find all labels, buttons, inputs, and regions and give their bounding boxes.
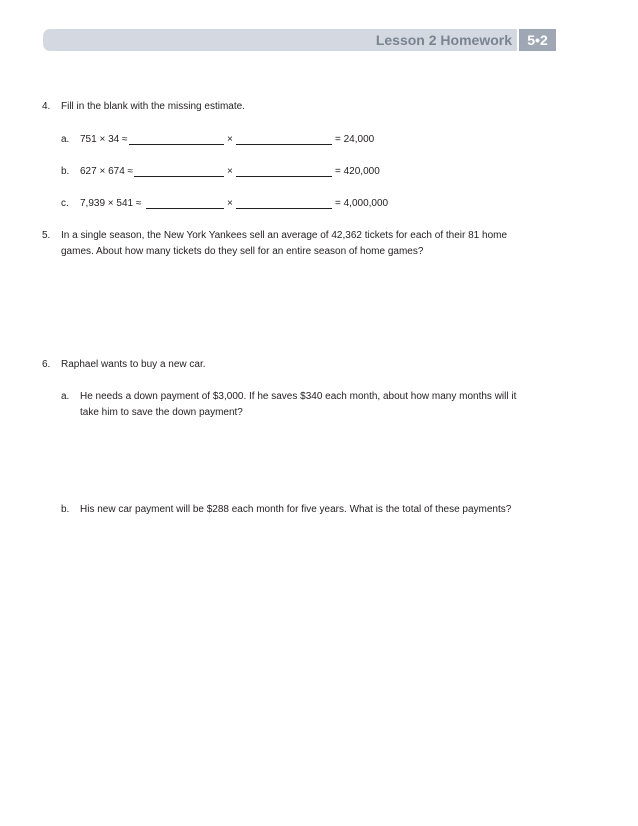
q4a-blank-2[interactable] [236, 144, 332, 145]
q4c-blank-1[interactable] [146, 208, 224, 209]
q6a-text-line2: take him to save the down payment? [80, 407, 243, 418]
q4a-label: a. [61, 134, 70, 145]
q4a-times: × [227, 134, 233, 145]
q4b-times: × [227, 166, 233, 177]
q6a-label: a. [61, 391, 70, 402]
q4b-blank-2[interactable] [236, 176, 332, 177]
lesson-title: Lesson 2 Homework [375, 32, 512, 48]
q4c-times: × [227, 198, 233, 209]
q4-number: 4. [42, 101, 51, 112]
q6-number: 6. [42, 359, 51, 370]
q4c-expression: 7,939 × 541 ≈ [80, 198, 142, 209]
q4b-blank-1[interactable] [134, 176, 224, 177]
q5-text-line1: In a single season, the New York Yankees sell an average of 42,362 tickets for each of their 81 home [61, 230, 508, 241]
q4a-blank-1[interactable] [129, 144, 224, 145]
q4c-blank-2[interactable] [236, 208, 332, 209]
q5-number: 5. [42, 230, 51, 241]
q6b-label: b. [61, 504, 70, 515]
q5-text-line2: games. About how many tickets do they sell for an entire season of home games? [61, 246, 424, 257]
q4a-result: = 24,000 [335, 134, 375, 145]
q6a-text-line1: He needs a down payment of $3,000. If he saves $340 each month, about how many months will it [80, 391, 517, 402]
q6b-text-line1: His new car payment will be $288 each month for five years. What is the total of these payments? [80, 504, 512, 515]
q4a-expression: 751 × 34 ≈ [80, 134, 128, 145]
q4-prompt: Fill in the blank with the missing estimate. [61, 101, 245, 112]
q6-prompt: Raphael wants to buy a new car. [61, 359, 206, 370]
q4c-label: c. [61, 198, 69, 209]
q4b-label: b. [61, 166, 70, 177]
q4c-result: = 4,000,000 [335, 198, 389, 209]
q4b-expression: 627 × 674 ≈ [80, 166, 134, 177]
q4b-result: = 420,000 [335, 166, 380, 177]
module-badge: 5•2 [519, 29, 556, 51]
